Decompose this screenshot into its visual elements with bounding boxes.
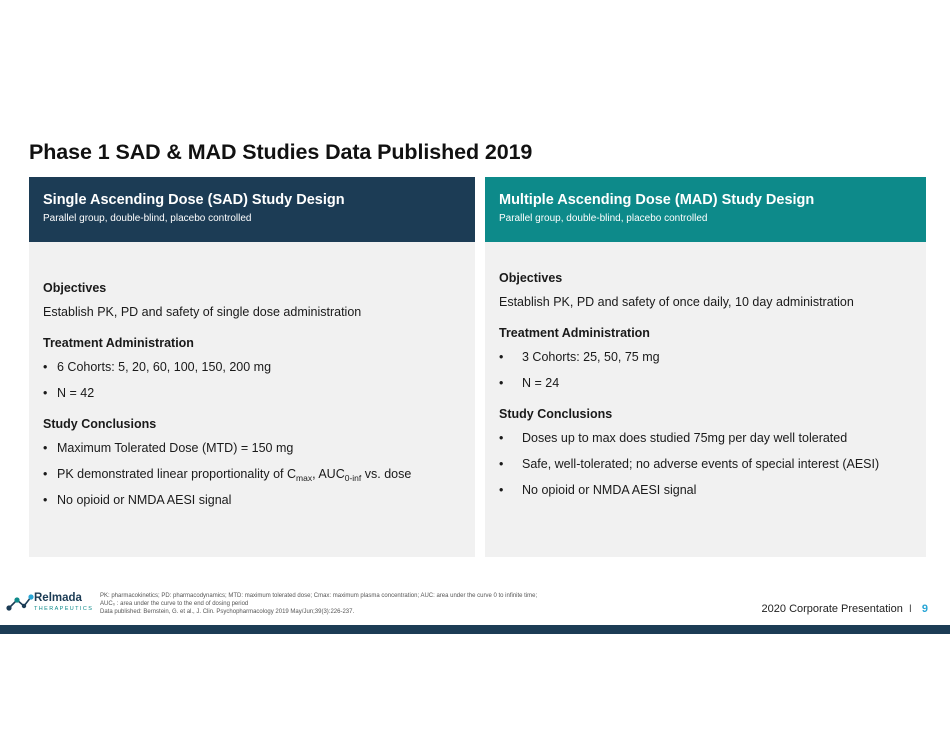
mad-treatment-item: • N = 24: [499, 373, 912, 393]
mad-conclusions-heading: Study Conclusions: [499, 407, 613, 421]
footnote-line: PK: pharmacokinetics; PD: pharmacodynamics; MTD: maximum tolerated dose; Cmax: maximum plasma concentration; AUC: area under the curve 0 to infinite time;: [100, 593, 538, 599]
mad-panel-title: Multiple Ascending Dose (MAD) Study Design: [499, 192, 815, 208]
footer-separator: I: [908, 603, 912, 615]
mad-conclusion-item: • No opioid or NMDA AESI signal: [499, 480, 912, 500]
logo-wordmark: Relmada: [34, 592, 82, 604]
mad-panel-subtitle: Parallel group, double-blind, placebo controlled: [499, 213, 708, 224]
footer-bar: [0, 625, 950, 634]
pk-text-prefix: PK demonstrated linear proportionality of C: [57, 467, 297, 481]
sad-conclusion-item: • No opioid or NMDA AESI signal: [43, 490, 461, 510]
sad-panel-header: [29, 177, 475, 242]
sad-objectives-text: Establish PK, PD and safety of single dose administration: [43, 305, 362, 319]
footer-presentation-info: [762, 603, 928, 615]
mad-conclusion-item: • Doses up to max does studied 75mg per day well tolerated: [499, 428, 912, 448]
sad-panel-body: [29, 242, 475, 557]
mad-panel-header: [485, 177, 926, 242]
mad-objectives-text: Establish PK, PD and safety of once daily, 10 day administration: [499, 295, 854, 309]
logo-tagline: THERAPEUTICS: [34, 606, 94, 612]
pk-text-mid: , AUC: [312, 467, 345, 481]
sad-treatment-heading: Treatment Administration: [43, 336, 194, 350]
sad-treatment-item: • N = 42: [43, 383, 461, 403]
sad-panel-subtitle: Parallel group, double-blind, placebo controlled: [43, 213, 252, 224]
mad-panel-body: [485, 242, 926, 557]
presentation-label: 2020 Corporate Presentation: [761, 603, 903, 615]
footnotes: [100, 592, 640, 616]
mad-conclusion-item: • Safe, well-tolerated; no adverse events of special interest (AESI): [499, 454, 912, 474]
auc-subscript: 0-inf: [344, 473, 362, 483]
relmada-logo-icon: [5, 590, 35, 616]
sad-objectives-heading: Objectives: [43, 281, 107, 295]
sad-treatment-item: • 6 Cohorts: 5, 20, 60, 100, 150, 200 mg: [43, 357, 461, 377]
footnote-line: Data published: Bernstein, G. et al., J. Clin. Psychopharmacology 2019 May/Jun;39(3):226-237.: [100, 609, 355, 615]
page-title: Phase 1 SAD & MAD Studies Data Published 2019: [29, 140, 533, 164]
page-number: 9: [921, 603, 928, 615]
pk-text-suffix: vs. dose: [361, 467, 412, 481]
cmax-subscript: max: [296, 473, 313, 483]
mad-treatment-item: • 3 Cohorts: 25, 50, 75 mg: [499, 347, 912, 367]
sad-conclusion-item: • Maximum Tolerated Dose (MTD) = 150 mg: [43, 438, 461, 458]
sad-conclusions-heading: Study Conclusions: [43, 417, 157, 431]
footnote-line: AUC₀ : area under the curve to the end of dosing period: [100, 601, 249, 607]
mad-objectives-heading: Objectives: [499, 271, 563, 285]
sad-panel-title: Single Ascending Dose (SAD) Study Design: [43, 192, 345, 208]
mad-panel: [485, 177, 926, 557]
sad-panel: [29, 177, 475, 557]
mad-treatment-heading: Treatment Administration: [499, 326, 650, 340]
sad-conclusion-item-pk: [43, 464, 461, 484]
